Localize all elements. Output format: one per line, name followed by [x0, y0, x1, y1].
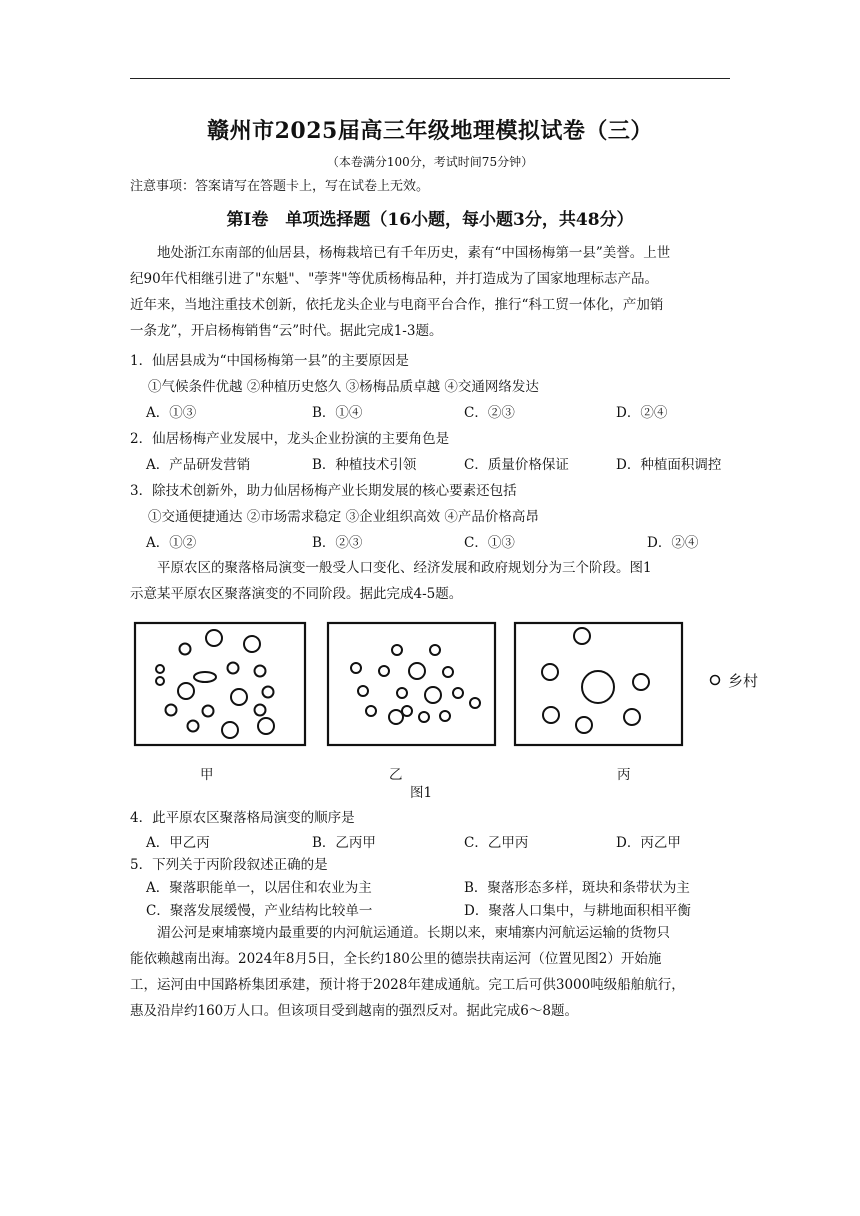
passage-1-line: 近年来，当地注重技术创新，依托龙头企业与电商平台合作，推行“科工贸一体化，产加销	[130, 297, 664, 313]
question-5-option-d[interactable]: D．聚落人口集中，与耕地面积相平衡	[464, 903, 691, 919]
question-1-stem: 1．仙居县成为“中国杨梅第一县”的主要原因是	[130, 353, 409, 369]
figure-1-legend	[711, 676, 720, 685]
village-circle	[543, 707, 559, 723]
village-circle	[156, 665, 164, 673]
panel-yi	[328, 623, 495, 745]
village-circle	[206, 630, 222, 646]
village-circle	[178, 683, 194, 699]
panel-bing	[515, 623, 682, 745]
question-1-option-c[interactable]: C．②③	[464, 405, 515, 421]
village-circle	[470, 698, 480, 708]
passage-3-line: 工，运河由中国路桥集团承建，预计将于2028年建成通航。完工后可供3000吨级船舶航行，	[130, 977, 685, 993]
question-4-option-c[interactable]: C．乙甲丙	[464, 835, 529, 851]
question-3-option-a[interactable]: A．①②	[146, 535, 197, 551]
village-circle	[188, 721, 199, 732]
village-circle	[203, 706, 214, 717]
village-circle	[358, 686, 368, 696]
question-3-option-d[interactable]: D．②④	[647, 535, 699, 551]
question-4-option-d[interactable]: D．丙乙甲	[616, 835, 681, 851]
village-circle	[440, 711, 450, 721]
panel-jia	[135, 623, 305, 745]
passage-1-line: 一条龙”，开启杨梅销售“云”时代。据此完成1-3题。	[130, 323, 443, 339]
passage-1-line: 纪90年代相继引进了"东魁"、"荸荠"等优质杨梅品种，并打造成为了国家地理标志产品。	[130, 271, 659, 287]
village-circle	[231, 689, 247, 705]
village-circle	[379, 666, 389, 676]
village-circle	[389, 710, 403, 724]
question-4-option-a[interactable]: A．甲乙丙	[146, 835, 210, 851]
question-1-option-d[interactable]: D．②④	[616, 405, 668, 421]
village-circle	[430, 645, 440, 655]
question-4-option-b[interactable]: B．乙丙甲	[312, 835, 376, 851]
header-rule	[130, 78, 730, 79]
question-4-stem: 4．此平原农区聚落格局演变的顺序是	[130, 810, 355, 826]
question-3-stem: 3．除技术创新外，助力仙居杨梅产业长期发展的核心要素还包括	[130, 483, 517, 499]
question-2-option-c[interactable]: C．质量价格保证	[464, 457, 569, 473]
passage-1	[130, 240, 730, 344]
question-3-option-c[interactable]: C．①③	[464, 535, 515, 551]
village-circle	[255, 666, 266, 677]
village-circle	[392, 645, 402, 655]
question-2-option-b[interactable]: B．种植技术引领	[312, 457, 417, 473]
village-circle	[425, 687, 441, 703]
village-ellipse	[194, 672, 216, 682]
question-5-option-c[interactable]: C．聚落发展缓慢，产业结构比较单一	[146, 903, 373, 919]
question-2-stem: 2．仙居杨梅产业发展中，龙头企业扮演的主要角色是	[130, 431, 450, 447]
village-circle	[419, 712, 429, 722]
figure-1-settlement-diagram	[130, 615, 780, 755]
passage-2-line: 平原农区的聚落格局演变一般受人口变化、经济发展和政府规划分为三个阶段。图1	[157, 560, 652, 576]
question-1-option-a[interactable]: A．①③	[146, 405, 197, 421]
passage-1-line: 地处浙江东南部的仙居县，杨梅栽培已有千年历史，素有“中国杨梅第一县”美誉。上世	[157, 245, 671, 261]
legend-village-icon	[711, 676, 720, 685]
village-circle	[453, 688, 463, 698]
village-circle	[443, 667, 453, 677]
village-circle	[258, 718, 274, 734]
village-circle	[409, 663, 425, 679]
question-5-option-a[interactable]: A．聚落职能单一，以居住和农业为主	[146, 880, 372, 896]
village-circle	[633, 674, 649, 690]
exam-notice: 注意事项：答案请写在答题卡上，写在试卷上无效。	[130, 179, 430, 194]
question-1-items: ①气候条件优越 ②种植历史悠久 ③杨梅品质卓越 ④交通网络发达	[148, 379, 539, 395]
passage-2	[130, 555, 730, 607]
figure-1-label-yi: 乙	[389, 767, 403, 783]
village-circle	[156, 677, 164, 685]
village-circle	[574, 628, 590, 644]
village-circle	[166, 705, 177, 716]
exam-subtitle: （本卷满分100分，考试时间75分钟）	[326, 155, 534, 169]
passage-3-line: 惠及沿岸约160万人口。但该项目受到越南的强烈反对。据此完成6～8题。	[130, 1003, 578, 1019]
village-circle	[397, 688, 407, 698]
legend-village-label: 乡村	[728, 672, 759, 690]
question-1-option-b[interactable]: B．①④	[312, 405, 363, 421]
section-title: 第Ⅰ卷 单项选择题（16小题，每小题3分，共48分）	[226, 210, 634, 230]
village-circle	[255, 705, 266, 716]
village-circle	[228, 663, 239, 674]
village-circle	[180, 644, 191, 655]
passage-2-line: 示意某平原农区聚落演变的不同阶段。据此完成4-5题。	[130, 586, 463, 602]
panel-bing-frame	[515, 623, 682, 745]
village-circle	[542, 664, 558, 680]
village-circle	[366, 706, 376, 716]
question-5-option-b[interactable]: B．聚落形态多样，斑块和条带状为主	[464, 880, 690, 896]
figure-1-label-jia: 甲	[200, 767, 214, 783]
figure-1-label-bing: 丙	[617, 767, 631, 783]
town-circle	[582, 671, 614, 703]
village-circle	[222, 722, 238, 738]
figure-1-caption: 图1	[410, 785, 433, 801]
question-2-option-d[interactable]: D．种植面积调控	[616, 457, 722, 473]
village-circle	[576, 717, 592, 733]
village-circle	[624, 709, 640, 725]
question-2-option-a[interactable]: A．产品研发营销	[146, 457, 251, 473]
village-circle	[244, 636, 260, 652]
question-3-items: ①交通便捷通达 ②市场需求稳定 ③企业组织高效 ④产品价格高昂	[148, 509, 539, 525]
village-circle	[351, 663, 361, 673]
exam-title: 赣州市2025届高三年级地理模拟试卷（三）	[207, 118, 653, 144]
village-circle	[263, 687, 274, 698]
question-5-stem: 5．下列关于丙阶段叙述正确的是	[130, 857, 328, 873]
passage-3-line: 湄公河是柬埔寨境内最重要的内河航运通道。长期以来，柬埔寨内河航运运输的货物只	[157, 925, 670, 941]
passage-3	[130, 920, 730, 1024]
question-3-option-b[interactable]: B．②③	[312, 535, 363, 551]
panel-yi-frame	[328, 623, 495, 745]
passage-3-line: 能依赖越南出海。2024年8月5日，全长约180公里的德崇扶南运河（位置见图2）开始施	[130, 951, 662, 967]
